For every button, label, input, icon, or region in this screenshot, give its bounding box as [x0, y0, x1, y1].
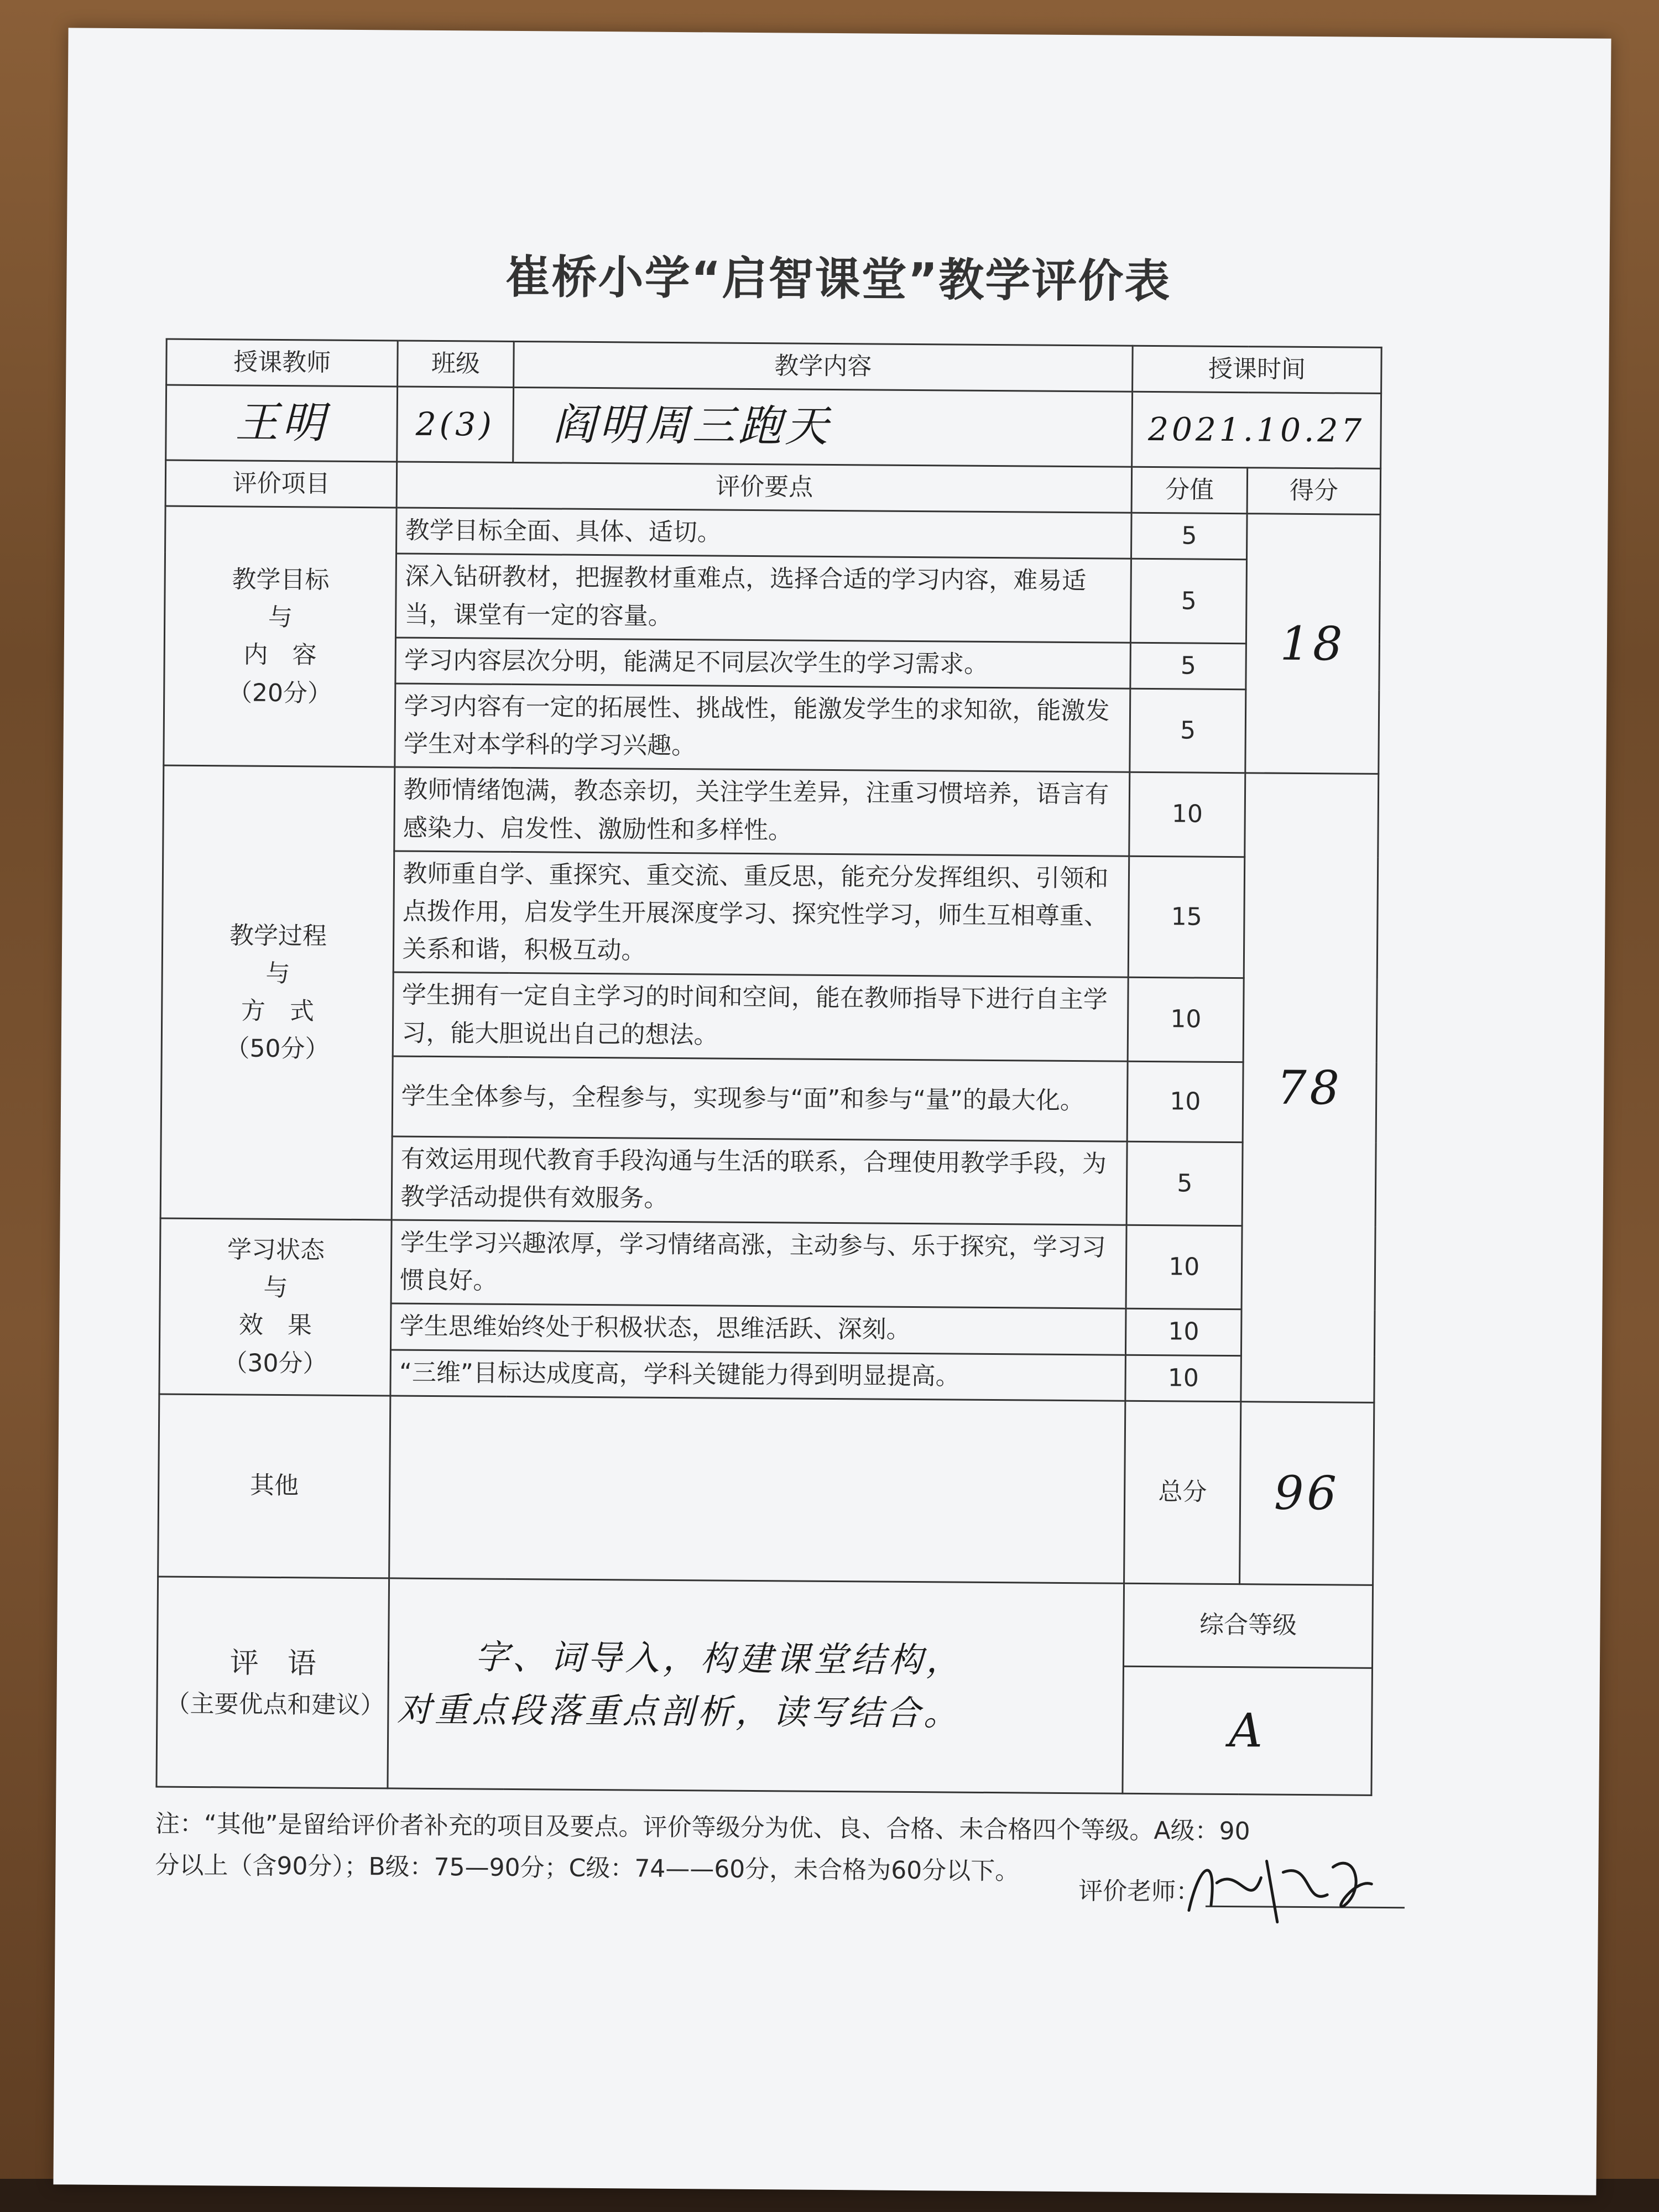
comment-label-cell: [156, 1577, 389, 1788]
section-label-line: 学习状态: [227, 1235, 325, 1265]
section-label-line: 效 果: [238, 1311, 312, 1340]
class-label: 班级: [398, 341, 514, 388]
criterion-weight: 10: [1129, 773, 1245, 857]
criterion-text: 深入钻研教材，把握教材重难点，选择合适的学习内容，难易适当，课堂有一定的容量。: [396, 554, 1131, 643]
criterion-weight: 5: [1130, 688, 1246, 773]
criterion-weight: 10: [1125, 1355, 1241, 1402]
section-label-line: 教学过程: [229, 921, 327, 951]
comment-row: [158, 1577, 1373, 1668]
section-label-line: 内 容: [243, 640, 317, 670]
section-label-line: （20分）: [227, 678, 332, 708]
criterion-weight: 10: [1127, 1061, 1243, 1142]
criterion-text: “三维”目标达成度高，学科关键能力得到明显提高。: [390, 1350, 1125, 1401]
grade-label: 综合等级: [1124, 1583, 1373, 1668]
criterion-weight: 5: [1130, 643, 1246, 690]
other-row: [158, 1394, 1374, 1585]
section-label-line: 教学目标: [232, 565, 330, 594]
content-label: 教学内容: [513, 341, 1133, 392]
class-value: 2(3): [397, 387, 513, 462]
evaluator-label: 评价老师：: [1078, 1877, 1201, 1906]
comment-line: 字、词导入，构建课堂结构，: [474, 1636, 964, 1681]
comment-line: 对重点段落重点剖析，读写结合。: [397, 1689, 962, 1734]
header-labels-row: [166, 339, 1382, 394]
criterion-text: 教师情绪饱满，教态亲切，关注学生差异，注重习惯培养，语言有感染力、启发性、激励性和多样性。: [394, 767, 1130, 856]
total-score: 96: [1240, 1402, 1374, 1585]
teacher-value: 王明: [166, 385, 398, 462]
points-column-header: 评价要点: [397, 462, 1132, 513]
criterion-weight: 5: [1126, 1141, 1243, 1226]
time-value: 2021.10.27: [1132, 392, 1381, 468]
criterion-text: 教学目标全面、具体、适切。: [397, 508, 1131, 559]
section-label-goals: [164, 506, 397, 767]
evaluation-table: [155, 338, 1382, 1796]
section-label-line: 与: [268, 603, 293, 632]
section-label-results: [159, 1218, 392, 1396]
criterion-weight: 10: [1128, 978, 1244, 1062]
section-label-line: （30分）: [223, 1348, 327, 1378]
criterion-text: 教师重自学、重探究、重交流、重反思，能充分发挥组织、引领和点拨作用，启发学生开展深度学习、探究性学习，师生互相尊重、关系和谐，积极互动。: [394, 851, 1129, 978]
section-score: 18: [1245, 514, 1380, 774]
other-label: 其他: [158, 1394, 391, 1578]
footnote-line: 注：“其他”是留给评价者补充的项目及要点。评价等级分为优、良、合格、未合格四个等级。A级：90: [155, 1809, 1250, 1846]
score-column-header: 得分: [1247, 468, 1380, 515]
criterion-weight: 5: [1131, 559, 1247, 644]
criterion-text: 学习内容有一定的拓展性、挑战性，能激发学生的求知欲，能激发学生对本学科的学习兴趣。: [395, 684, 1130, 773]
section-score: 78: [1241, 773, 1379, 1402]
header-values-row: [166, 385, 1381, 468]
footnote-line: 分以上（含90分）；B级：75—90分；C级：74——60分，未合格为60分以下。: [155, 1851, 1020, 1886]
column-header-row: [165, 460, 1381, 515]
section-label-process: [160, 765, 395, 1220]
criterion-weight: 10: [1126, 1309, 1242, 1356]
teacher-label: 授课教师: [166, 339, 398, 387]
total-label: 总分: [1124, 1401, 1241, 1584]
time-label: 授课时间: [1133, 346, 1381, 393]
page-title: 崔桥小学“启智课堂”教学评价表: [505, 251, 1171, 309]
section-label-line: 与: [263, 1274, 288, 1302]
comment-label: 评 语: [229, 1646, 316, 1681]
criterion-text: 学生全体参与，全程参与，实现参与“面”和参与“量”的最大化。: [393, 1056, 1128, 1141]
section-label-line: （50分）: [225, 1034, 330, 1064]
criterion-weight: 15: [1128, 856, 1245, 978]
criterion-text: 学习内容层次分明，能满足不同层次学生的学习需求。: [395, 638, 1130, 688]
item-column-header: 评价项目: [165, 460, 397, 508]
criterion-text: 学生拥有一定自主学习的时间和空间，能在教师指导下进行自主学习，能大胆说出自己的想法。: [393, 972, 1129, 1061]
criterion-text: 有效运用现代教育手段沟通与生活的联系，合理使用教学手段，为教学活动提供有效服务。: [392, 1136, 1128, 1225]
weight-column-header: 分值: [1131, 467, 1248, 514]
criterion-weight: 5: [1131, 513, 1248, 560]
criterion-text: 学生学习兴趣浓厚，学习情绪高涨，主动参与、乐于探究，学习习惯良好。: [392, 1220, 1127, 1309]
criterion-weight: 10: [1126, 1225, 1242, 1310]
evaluation-sheet: [53, 28, 1611, 2195]
table-row: [165, 506, 1381, 561]
criterion-text: 学生思维始终处于积极状态，思维活跃、深刻。: [391, 1303, 1126, 1354]
content-value: 阎明周三跑天: [513, 388, 1132, 467]
other-content: [389, 1396, 1125, 1583]
comment-sublabel: （主要优点和建议）: [165, 1689, 385, 1719]
grade-value: A: [1123, 1666, 1372, 1795]
section-label-line: 方 式: [241, 997, 315, 1026]
section-label-line: 与: [265, 959, 290, 988]
comment-content: [388, 1578, 1124, 1793]
table-row: [160, 1218, 1375, 1311]
handwritten-signature: [1167, 1827, 1378, 1939]
table-row: [163, 765, 1379, 858]
